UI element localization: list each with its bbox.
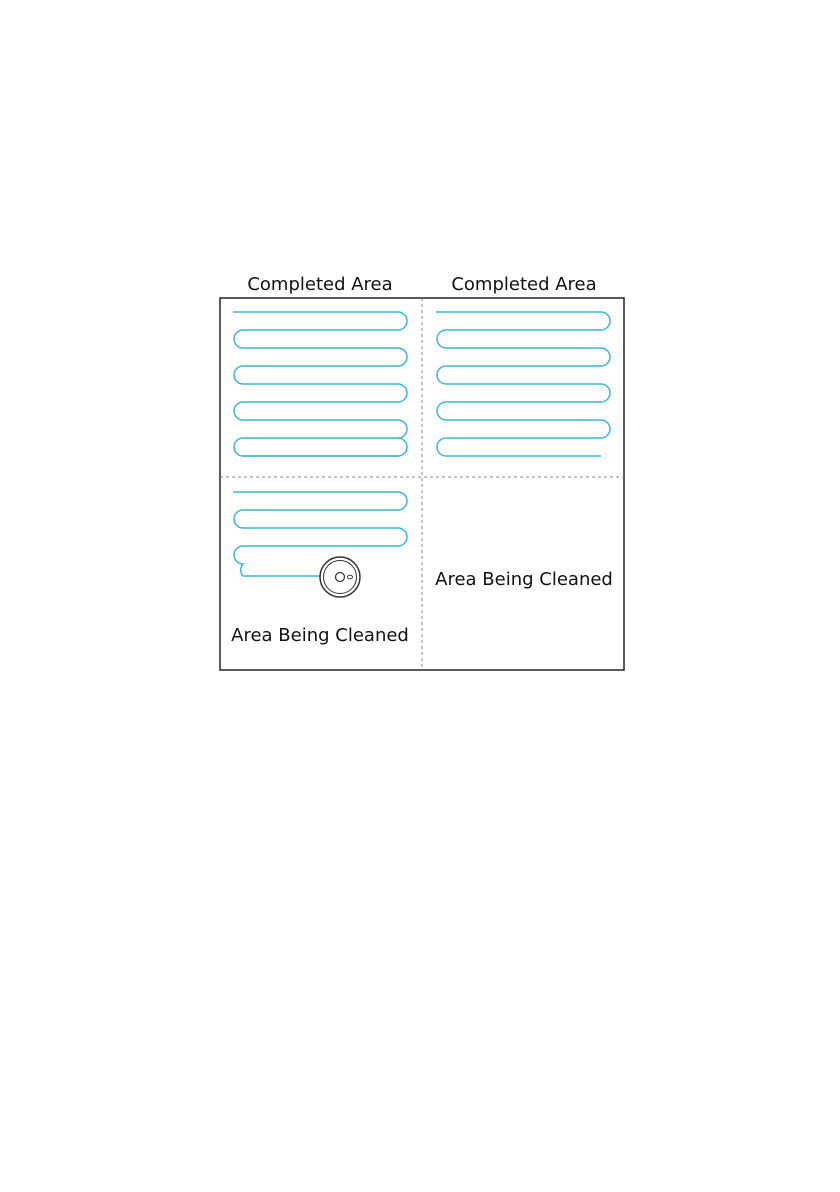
- cleaning-path-top-left: [233, 312, 407, 456]
- zone-label-bottom-right: Area Being Cleaned: [435, 569, 613, 590]
- cleaning-path-top-right: [436, 312, 610, 456]
- zone-label-top-right: Completed Area: [451, 274, 597, 295]
- zone-label-top-left: Completed Area: [247, 274, 393, 295]
- cleaning-path-bottom-left: [233, 492, 407, 576]
- zone-label-bottom-left: Area Being Cleaned: [231, 625, 409, 646]
- robot-vacuum-icon: [320, 557, 360, 597]
- cleaning-path-top-left-tail: [243, 438, 407, 456]
